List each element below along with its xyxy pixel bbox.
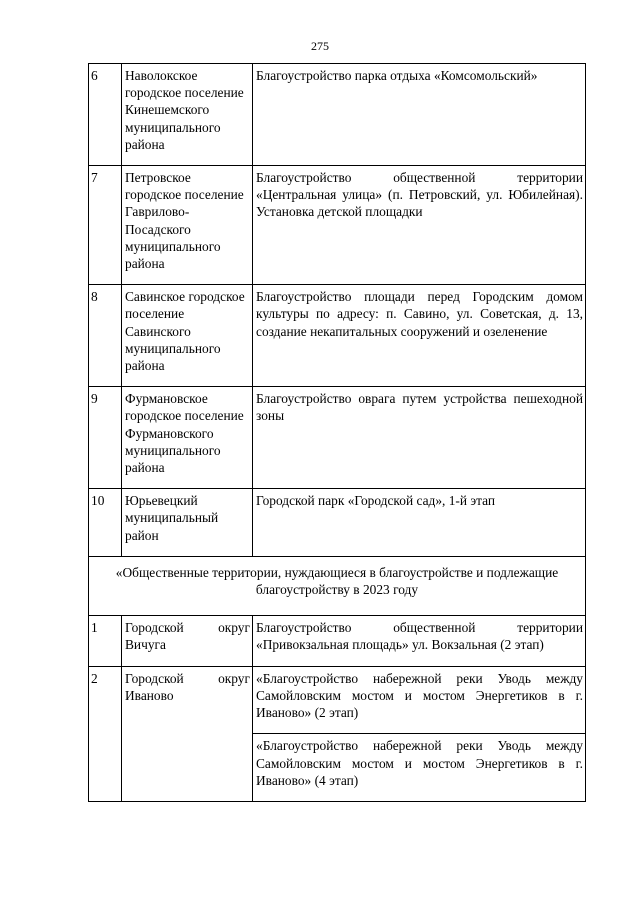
project-description: Благоустройство оврага путем устройства пешеходной зоны: [253, 387, 586, 489]
row-number: 8: [89, 285, 122, 387]
page-number: 275: [311, 39, 329, 53]
row-number: 10: [89, 489, 122, 557]
project-description: Благоустройство общественной территории «Центральная улица» (п. Петровский, ул. Юбилейная). Установка детской площадки: [253, 166, 586, 285]
project-description: «Благоустройство набережной реки Уводь между Самойловским мостом и мостом Энергетиков в г. Иваново» (2 этап): [253, 666, 586, 734]
table-row: [89, 64, 586, 166]
row-number: 7: [89, 166, 122, 285]
table-row: [89, 166, 586, 285]
project-description: Благоустройство площади перед Городским домом культуры по адресу: п. Савино, ул. Советская, д. 13, создание некапитальных сооружений и озеленение: [253, 285, 586, 387]
table-row: [89, 666, 586, 734]
municipality-name: Городской округ Иваново: [122, 666, 253, 801]
row-number: 6: [89, 64, 122, 166]
section-header: «Общественные территории, нуждающиеся в благоустройстве и подлежащие благоустройству в 2023 году: [89, 556, 586, 615]
table-row: [89, 285, 586, 387]
territories-table: [88, 63, 586, 802]
table-row: [89, 616, 586, 666]
project-description: Благоустройство общественной территории «Привокзальная площадь» ул. Вокзальная (2 этап): [253, 616, 586, 666]
row-number: 2: [89, 666, 122, 801]
municipality-name: Городской округ Вичуга: [122, 616, 253, 666]
row-number: 1: [89, 616, 122, 666]
project-description: Городской парк «Городской сад», 1-й этап: [253, 489, 586, 557]
municipality-name: Наволокское городское поселение Кинешемского муниципального района: [122, 64, 253, 166]
project-description: Благоустройство парка отдыха «Комсомольский»: [253, 64, 586, 166]
row-number: 9: [89, 387, 122, 489]
municipality-name: Фурмановское городское поселение Фурмановского муниципального района: [122, 387, 253, 489]
municipality-name: Петровское городское поселение Гаврилово-Посадского муниципального района: [122, 166, 253, 285]
project-description: «Благоустройство набережной реки Уводь между Самойловским мостом и мостом Энергетиков в г. Иваново» (4 этап): [253, 734, 586, 802]
table-row: [89, 387, 586, 489]
table-row: [89, 489, 586, 557]
municipality-name: Юрьевецкий муниципальный район: [122, 489, 253, 557]
section-header-row: [89, 556, 586, 615]
municipality-name: Савинское городское поселение Савинского муниципального района: [122, 285, 253, 387]
